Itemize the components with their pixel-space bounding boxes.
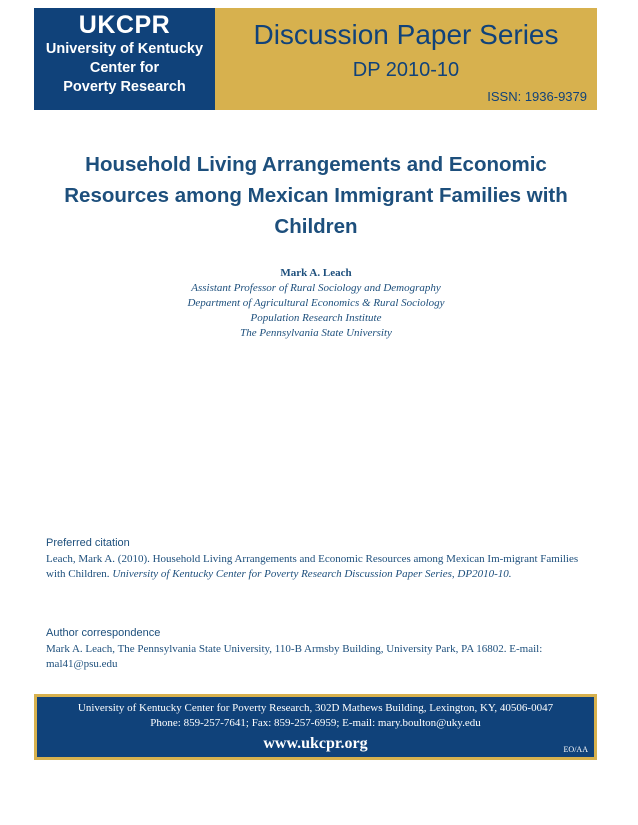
- correspondence-text: Mark A. Leach, The Pennsylvania State University, 110-B Armsby Building, University Park, PA 16802. E-mail: mal41@psu.edu: [46, 642, 543, 670]
- affiliation-line: The Pennsylvania State University: [240, 327, 392, 339]
- correspondence-section: [46, 626, 591, 673]
- citation-series: University of Kentucky Center for Poverty Research Discussion Paper Series, DP2010-10.: [112, 568, 512, 580]
- logo-title: UKCPR: [78, 11, 171, 39]
- footer-panel: [37, 697, 594, 757]
- citation-plain: Leach, Mark A. (2010). Household Living Arrangements and Economic Resources among Mexican Im-migrant Families with Children.: [46, 552, 579, 580]
- logo-line: Poverty Research: [63, 79, 186, 95]
- series-number: DP 2010-10: [352, 59, 460, 81]
- title-line: Children: [274, 215, 358, 238]
- footer-banner: [34, 694, 597, 760]
- correspondence-label: Author correspondence: [46, 627, 161, 639]
- series-panel: [215, 8, 597, 110]
- logo-line: University of Kentucky: [45, 41, 204, 57]
- paper-title: [40, 149, 592, 242]
- affiliation-line: Population Research Institute: [250, 312, 382, 324]
- author-block: [0, 266, 632, 341]
- issn-label: ISSN: 1936-9379: [487, 89, 587, 104]
- citation-text: [46, 552, 591, 583]
- footer-contact: Phone: 859-257-7641; Fax: 859-257-6959; E-mail: mary.boulton@uky.edu: [150, 717, 481, 729]
- header-banner: [34, 8, 597, 110]
- series-title: Discussion Paper Series: [253, 19, 559, 50]
- footer-address: University of Kentucky Center for Poverty Research, 302D Mathews Building, Lexington, KY, 40506-0047: [77, 702, 554, 714]
- title-line: Household Living Arrangements and Economic: [85, 153, 547, 176]
- citation-section: [46, 536, 591, 583]
- title-line: Resources among Mexican Immigrant Families with: [64, 184, 568, 207]
- author-name: Mark A. Leach: [280, 267, 352, 279]
- citation-label: Preferred citation: [46, 537, 130, 549]
- website-link[interactable]: www.ukcpr.org: [263, 735, 368, 752]
- logo-line: Center for: [89, 60, 160, 76]
- affiliation-line: Department of Agricultural Economics & Rural Sociology: [187, 297, 445, 309]
- affiliation-line: Assistant Professor of Rural Sociology and Demography: [191, 282, 441, 294]
- eoaa-label: EO/AA: [563, 745, 588, 754]
- ukcpr-logo: [34, 8, 215, 110]
